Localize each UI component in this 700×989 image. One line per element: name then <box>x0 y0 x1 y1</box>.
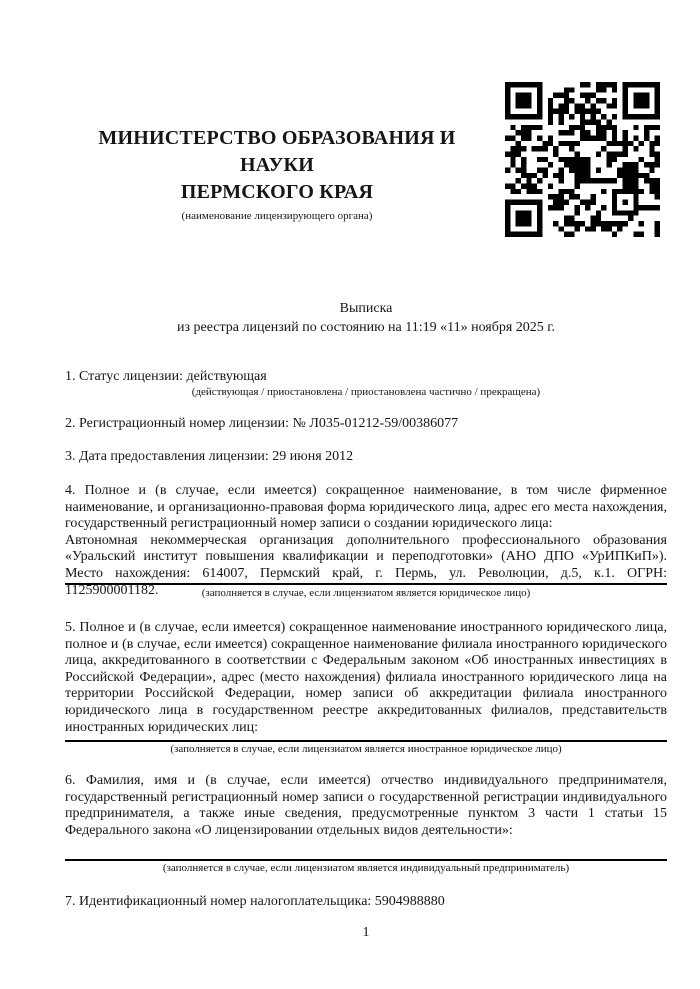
licensing-authority-header <box>65 125 489 223</box>
authority-name-line2: ПЕРМСКОГО КРАЯ <box>180 181 374 203</box>
item-6-caption: (заполняется в случае, если лицензиатом является индивидуальный предприниматель) <box>162 862 570 874</box>
title-line1: Выписка <box>339 301 393 316</box>
item-3-grant-date: 3. Дата предоставления лицензии: 29 июня 2012 <box>65 449 354 464</box>
document-title <box>65 299 667 337</box>
authority-name-line1: МИНИСТЕРСТВО ОБРАЗОВАНИЯ И НАУКИ <box>98 127 456 176</box>
item-7-taxpayer-number: 7. Идентификационный номер налогоплательщика: 5904988880 <box>65 894 445 909</box>
item-5-caption: (заполняется в случае, если лицензиатом является иностранное юридическое лицо) <box>170 743 562 755</box>
item-6-individual-entrepreneur: 6. Фамилия, имя и (в случае, если имеется) отчество индивидуального предпринимателя, государственный регистрационный номер записи о государственной регистрации индивидуального предпринимателя, а также иные сведения, предусмотренные пунктом 3 части 1 статьи 15 Федерального закона «О лицензировании отдельных видов деятельности»: <box>65 773 667 838</box>
authority-caption: (наименование лицензирующего органа) <box>181 210 373 222</box>
item-1-license-status: 1. Статус лицензии: действующая <box>65 369 267 384</box>
title-line2: из реестра лицензий по состоянию на 11:19 «11» ноября 2025 г. <box>177 320 555 335</box>
fill-in-rule-item-4 <box>65 583 667 585</box>
item-4-answer: Автономная некоммерческая организация дополнительного профессионального образования «Уральский институт повышения квалификации и переподготовки» (АНО ДПО «УрИПКиП»). Место нахождения: 614007, Пермский край, г. Пермь, ул. Революции, д.5, к.1. ОГРН: 1125900001182. <box>65 532 667 598</box>
page-number: 1 <box>362 925 370 940</box>
item-1-caption: (действующая / приостановлена / приостановлена частично / прекращена) <box>191 386 541 398</box>
item-2-registration-number: 2. Регистрационный номер лицензии: № Л035-01212-59/00386077 <box>65 416 459 431</box>
item-4-legal-entity <box>65 483 667 599</box>
item-4-caption: (заполняется в случае, если лицензиатом является юридическое лицо) <box>201 587 531 599</box>
fill-in-rule-item-6 <box>65 859 667 861</box>
item-5-foreign-entity: 5. Полное и (в случае, если имеется) сокращенное наименование иностранного юридического лица, полное и (в случае, если имеется) сокращенное наименование филиала иностранного юридического лица, аккредитованного в соответствии с Федеральным законом «Об иностранных инвестициях в Российской Федерации», адрес (место нахождения) филиала иностранного юридического лица на территории Российской Федерации, номер записи об аккредитации филиала иностранного юридического лица в государственном реестре аккредитованных филиалов, представительств иностранных юридических лиц: <box>65 620 667 735</box>
qr-code-icon <box>505 82 660 237</box>
item-4-question: 4. Полное и (в случае, если имеется) сокращенное наименование, в том числе фирменное наименование, и организационно-правовая форма юридического лица, адрес его места нахождения, государственный регистрационный номер записи о создании юридического лица: <box>65 483 667 532</box>
fill-in-rule-item-5 <box>65 740 667 742</box>
